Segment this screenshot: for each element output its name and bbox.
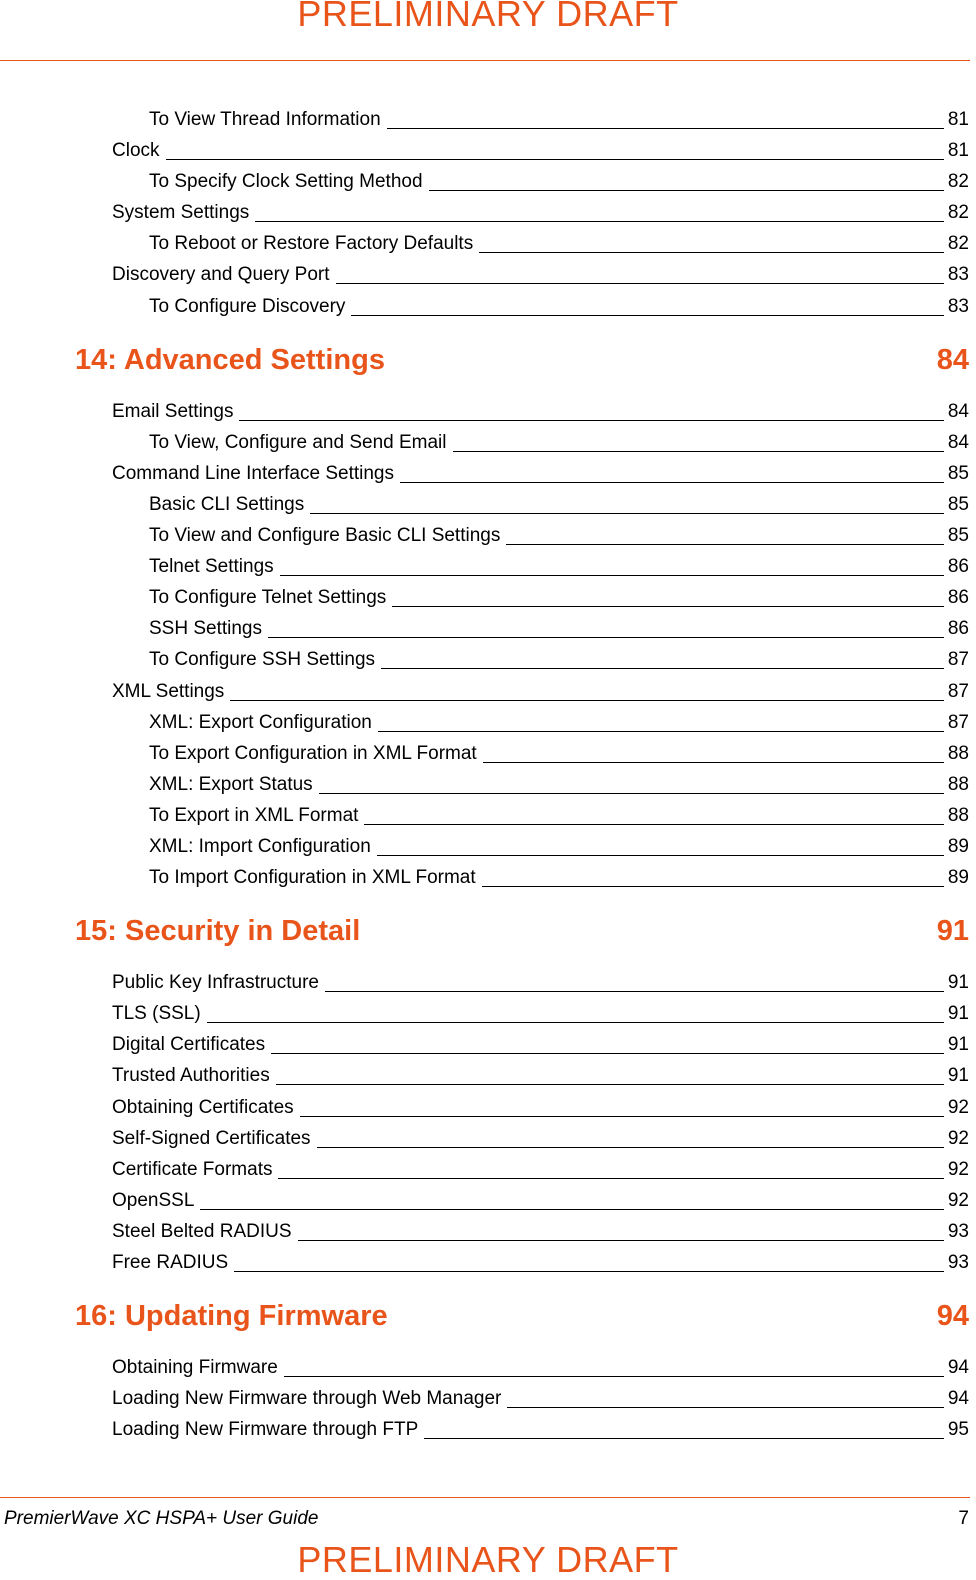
toc-entry[interactable]	[0, 1216, 976, 1247]
toc-entry[interactable]	[0, 1185, 976, 1216]
footer-title: PremierWave XC HSPA+ User Guide	[4, 1508, 319, 1529]
chapter-heading[interactable]	[0, 1294, 976, 1352]
toc-entry-page-number: 91	[947, 1065, 969, 1087]
toc-entry-page-number: 87	[947, 680, 969, 702]
toc-entry[interactable]	[0, 104, 976, 135]
toc-entry-title: To View and Configure Basic CLI Settings	[149, 520, 506, 551]
toc-entry[interactable]	[0, 769, 976, 800]
toc-entry[interactable]	[0, 1247, 976, 1278]
header-rule	[0, 60, 970, 61]
toc-entry[interactable]	[0, 520, 976, 551]
toc-entry[interactable]	[0, 644, 976, 675]
chapter-page-number: 84	[936, 343, 969, 376]
toc-entry-page-number: 93	[947, 1252, 969, 1273]
toc-entry-title: To Import Configuration in XML Format	[149, 862, 482, 893]
toc-entry-title: Command Line Interface Settings	[112, 458, 400, 489]
toc-entry-page-number: 84	[947, 431, 969, 453]
toc-entry-title: To Reboot or Restore Factory Defaults	[149, 228, 479, 259]
toc-entry-title: Clock	[112, 135, 166, 166]
toc-entry-page-number: 95	[947, 1419, 969, 1441]
chapter-page-number: 94	[936, 1300, 969, 1333]
toc-entry-title: XML: Export Configuration	[149, 707, 378, 738]
toc-entry[interactable]	[0, 228, 976, 259]
toc-entry-page-number: 91	[947, 1034, 969, 1056]
toc-entry-title: Telnet Settings	[149, 551, 280, 582]
toc-entry-title: XML Settings	[112, 676, 230, 707]
toc-entry[interactable]	[0, 1092, 976, 1123]
toc-entry[interactable]	[0, 291, 976, 322]
toc-entry[interactable]	[0, 862, 976, 893]
toc-entry[interactable]	[0, 259, 976, 290]
toc-entry[interactable]	[0, 707, 976, 738]
toc-entry[interactable]	[0, 1154, 976, 1185]
chapter-title: 14: Advanced Settings	[75, 343, 385, 376]
toc-entry-page-number: 83	[947, 264, 969, 286]
toc-entry-title: Trusted Authorities	[112, 1060, 276, 1091]
toc-entry[interactable]	[0, 738, 976, 769]
toc-entry-title: Loading New Firmware through FTP	[112, 1414, 424, 1445]
leader-line	[149, 637, 944, 638]
toc-entry-title: OpenSSL	[112, 1185, 200, 1216]
toc-entry-title: To Export Configuration in XML Format	[149, 738, 483, 769]
toc-entry-title: Free RADIUS	[112, 1247, 234, 1278]
toc-entry-page-number: 81	[947, 140, 969, 162]
toc-entry-title: To Specify Clock Setting Method	[149, 166, 429, 197]
toc-entry-title: Obtaining Certificates	[112, 1092, 300, 1123]
toc-entry-page-number: 82	[947, 171, 969, 193]
toc-entry-page-number: 84	[947, 400, 969, 422]
toc-entry-page-number: 94	[947, 1388, 969, 1410]
leader-line	[112, 1022, 944, 1023]
toc-entry-title: Digital Certificates	[112, 1029, 271, 1060]
toc-entry-title: Public Key Infrastructure	[112, 967, 325, 998]
toc-entry-page-number: 91	[947, 972, 969, 994]
toc-entry[interactable]	[0, 1123, 976, 1154]
toc-entry-page-number: 86	[947, 587, 969, 609]
toc-entry[interactable]	[0, 967, 976, 998]
toc-entry-title: Steel Belted RADIUS	[112, 1216, 298, 1247]
toc-entry[interactable]	[0, 800, 976, 831]
footer-page-number: 7	[958, 1508, 969, 1529]
toc-entry-title: TLS (SSL)	[112, 998, 207, 1029]
toc-entry-title: System Settings	[112, 197, 255, 228]
toc-entry-title: XML: Export Status	[149, 769, 319, 800]
toc-entry-page-number: 82	[947, 202, 969, 224]
toc-entry-title: Discovery and Query Port	[112, 259, 336, 290]
toc-entry-title: To Export in XML Format	[149, 800, 364, 831]
leader-line	[112, 1209, 944, 1210]
toc-entry[interactable]	[0, 1060, 976, 1091]
toc-entry-page-number: 86	[947, 618, 969, 640]
watermark-top: PRELIMINARY DRAFT	[297, 0, 679, 34]
toc-entry-page-number: 92	[947, 1189, 969, 1211]
chapter-title: 16: Updating Firmware	[75, 1300, 388, 1333]
toc-entry-page-number: 92	[947, 1158, 969, 1180]
toc-entry[interactable]	[0, 396, 976, 427]
leader-line	[112, 700, 944, 701]
toc-entry-page-number: 94	[947, 1357, 969, 1379]
toc-entry[interactable]	[0, 489, 976, 520]
chapter-heading[interactable]	[0, 909, 976, 967]
toc-entry[interactable]	[0, 135, 976, 166]
toc-entry-title: To View, Configure and Send Email	[149, 427, 453, 458]
toc-entry[interactable]	[0, 1352, 976, 1383]
toc-entry-title: Self-Signed Certificates	[112, 1123, 317, 1154]
toc-entry[interactable]	[0, 998, 976, 1029]
watermark-bottom: PRELIMINARY DRAFT	[297, 1539, 679, 1580]
toc-entry-page-number: 85	[947, 525, 969, 547]
table-of-contents	[0, 104, 976, 1445]
toc-entry[interactable]	[0, 458, 976, 489]
toc-entry-title: To Configure SSH Settings	[149, 644, 381, 675]
toc-entry-page-number: 93	[947, 1220, 969, 1242]
toc-entry-title: To Configure Telnet Settings	[149, 582, 392, 613]
toc-entry-page-number: 89	[947, 835, 969, 857]
toc-entry-title: Certificate Formats	[112, 1154, 278, 1185]
toc-entry[interactable]	[0, 427, 976, 458]
toc-entry-page-number: 91	[947, 1003, 969, 1025]
toc-entry[interactable]	[0, 1029, 976, 1060]
toc-entry-title: Loading New Firmware through Web Manager	[112, 1383, 507, 1414]
toc-entry-page-number: 85	[947, 462, 969, 484]
toc-entry-page-number: 87	[947, 711, 969, 733]
toc-entry[interactable]	[0, 613, 976, 644]
chapter-page-number: 91	[936, 915, 969, 948]
toc-entry-title: To View Thread Information	[149, 104, 387, 135]
toc-entry[interactable]	[0, 166, 976, 197]
toc-entry-page-number: 87	[947, 649, 969, 671]
toc-entry-title: SSH Settings	[149, 613, 268, 644]
leader-line	[112, 1271, 944, 1272]
toc-entry[interactable]	[0, 197, 976, 228]
chapter-heading[interactable]	[0, 338, 976, 396]
toc-entry-title: Basic CLI Settings	[149, 489, 310, 520]
toc-entry-page-number: 92	[947, 1127, 969, 1149]
toc-entry-page-number: 89	[947, 867, 969, 889]
toc-entry[interactable]	[0, 831, 976, 862]
toc-entry-page-number: 83	[947, 295, 969, 317]
toc-entry-page-number: 88	[947, 773, 969, 795]
leader-line	[112, 159, 944, 160]
toc-entry[interactable]	[0, 582, 976, 613]
toc-entry[interactable]	[0, 1383, 976, 1414]
toc-entry-page-number: 85	[947, 493, 969, 515]
toc-entry-title: XML: Import Configuration	[149, 831, 377, 862]
chapter-title: 15: Security in Detail	[75, 915, 361, 948]
toc-entry-page-number: 88	[947, 742, 969, 764]
toc-entry-page-number: 88	[947, 804, 969, 826]
toc-entry-title: To Configure Discovery	[149, 291, 351, 322]
toc-entry-title: Obtaining Firmware	[112, 1352, 284, 1383]
toc-entry-title: Email Settings	[112, 396, 239, 427]
footer-rule	[0, 1497, 970, 1498]
toc-entry[interactable]	[0, 551, 976, 582]
toc-entry-page-number: 81	[947, 109, 969, 130]
toc-entry-page-number: 82	[947, 233, 969, 255]
toc-entry-page-number: 86	[947, 556, 969, 578]
toc-entry[interactable]	[0, 1414, 976, 1445]
toc-entry-page-number: 92	[947, 1096, 969, 1118]
toc-entry[interactable]	[0, 676, 976, 707]
